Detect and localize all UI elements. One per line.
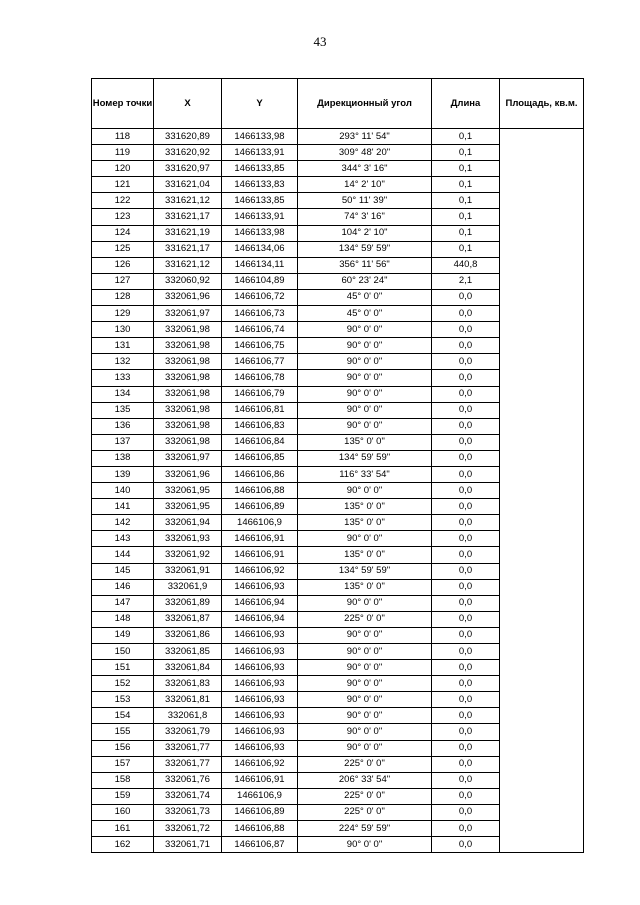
cell-length: 0,0 [432,821,500,837]
cell-length: 0,0 [432,708,500,724]
cell-y: 1466133,85 [222,161,298,177]
cell-x: 332061,95 [154,483,222,499]
cell-x: 332061,98 [154,354,222,370]
cell-point-number: 124 [92,225,154,241]
cell-length: 0,0 [432,531,500,547]
cell-direction-angle: 90° 0' 0" [298,402,432,418]
cell-x: 332061,98 [154,418,222,434]
cell-y: 1466106,75 [222,338,298,354]
cell-length: 0,0 [432,306,500,322]
cell-x: 331620,89 [154,129,222,145]
cell-direction-angle: 134° 59' 59" [298,450,432,466]
cell-direction-angle: 135° 0' 0" [298,434,432,450]
cell-y: 1466106,93 [222,724,298,740]
cell-length: 0,0 [432,804,500,820]
cell-x: 332061,76 [154,772,222,788]
cell-y: 1466106,9 [222,788,298,804]
cell-length: 2,1 [432,273,500,289]
cell-x: 332061,98 [154,402,222,418]
cell-point-number: 158 [92,772,154,788]
cell-x: 332061,86 [154,627,222,643]
cell-y: 1466106,93 [222,660,298,676]
cell-y: 1466106,77 [222,354,298,370]
cell-direction-angle: 356° 11' 56" [298,257,432,273]
cell-point-number: 129 [92,306,154,322]
cell-direction-angle: 90° 0' 0" [298,322,432,338]
cell-point-number: 137 [92,434,154,450]
cell-x: 332061,8 [154,708,222,724]
cell-x: 332061,96 [154,466,222,482]
cell-y: 1466106,88 [222,821,298,837]
cell-point-number: 148 [92,611,154,627]
cell-point-number: 146 [92,579,154,595]
cell-point-number: 133 [92,370,154,386]
cell-point-number: 140 [92,483,154,499]
cell-length: 0,0 [432,837,500,853]
cell-point-number: 136 [92,418,154,434]
cell-length: 0,0 [432,676,500,692]
cell-direction-angle: 135° 0' 0" [298,499,432,515]
cell-point-number: 156 [92,740,154,756]
cell-x: 331621,19 [154,225,222,241]
cell-y: 1466133,98 [222,129,298,145]
cell-length: 0,0 [432,660,500,676]
cell-direction-angle: 135° 0' 0" [298,579,432,595]
cell-length: 0,0 [432,370,500,386]
cell-y: 1466106,79 [222,386,298,402]
cell-direction-angle: 90° 0' 0" [298,660,432,676]
cell-length: 0,1 [432,145,500,161]
cell-x: 332061,96 [154,289,222,305]
cell-y: 1466106,91 [222,772,298,788]
cell-x: 332061,97 [154,450,222,466]
cell-point-number: 134 [92,386,154,402]
cell-y: 1466106,89 [222,804,298,820]
cell-y: 1466106,86 [222,466,298,482]
cell-length: 0,0 [432,386,500,402]
cell-direction-angle: 225° 0' 0" [298,611,432,627]
cell-y: 1466106,73 [222,306,298,322]
cell-direction-angle: 135° 0' 0" [298,547,432,563]
cell-y: 1466104,89 [222,273,298,289]
cell-direction-angle: 90° 0' 0" [298,676,432,692]
cell-x: 332061,71 [154,837,222,853]
cell-x: 332061,85 [154,644,222,660]
cell-point-number: 135 [92,402,154,418]
cell-y: 1466106,93 [222,708,298,724]
cell-x: 332061,98 [154,434,222,450]
cell-x: 331621,17 [154,241,222,257]
cell-length: 0,0 [432,338,500,354]
cell-y: 1466106,9 [222,515,298,531]
cell-point-number: 128 [92,289,154,305]
cell-point-number: 144 [92,547,154,563]
coordinates-table [91,78,584,853]
table-row [92,129,584,145]
cell-x: 332061,97 [154,306,222,322]
cell-direction-angle: 225° 0' 0" [298,804,432,820]
cell-length: 0,0 [432,418,500,434]
cell-direction-angle: 90° 0' 0" [298,386,432,402]
cell-y: 1466134,11 [222,257,298,273]
cell-y: 1466106,92 [222,756,298,772]
cell-x: 331621,17 [154,209,222,225]
cell-direction-angle: 309° 48' 20" [298,145,432,161]
cell-direction-angle: 90° 0' 0" [298,740,432,756]
cell-direction-angle: 90° 0' 0" [298,531,432,547]
page-number: 43 [313,34,327,49]
cell-x: 332060,92 [154,273,222,289]
cell-length: 0,1 [432,241,500,257]
cell-y: 1466106,93 [222,644,298,660]
cell-y: 1466106,94 [222,595,298,611]
cell-point-number: 120 [92,161,154,177]
cell-point-number: 155 [92,724,154,740]
cell-length: 0,1 [432,193,500,209]
cell-length: 0,0 [432,499,500,515]
cell-y: 1466106,92 [222,563,298,579]
cell-direction-angle: 90° 0' 0" [298,708,432,724]
cell-x: 332061,83 [154,676,222,692]
cell-point-number: 162 [92,837,154,853]
cell-length: 0,0 [432,289,500,305]
cell-y: 1466106,93 [222,676,298,692]
cell-x: 332061,79 [154,724,222,740]
cell-direction-angle: 344° 3' 16" [298,161,432,177]
cell-y: 1466133,91 [222,145,298,161]
cell-direction-angle: 225° 0' 0" [298,756,432,772]
cell-y: 1466133,83 [222,177,298,193]
cell-point-number: 141 [92,499,154,515]
cell-x: 331620,97 [154,161,222,177]
cell-direction-angle: 90° 0' 0" [298,724,432,740]
cell-length: 0,0 [432,724,500,740]
cell-direction-angle: 134° 59' 59" [298,241,432,257]
cell-x: 332061,81 [154,692,222,708]
cell-direction-angle: 225° 0' 0" [298,788,432,804]
cell-point-number: 152 [92,676,154,692]
cell-x: 332061,91 [154,563,222,579]
cell-direction-angle: 90° 0' 0" [298,595,432,611]
cell-x: 332061,89 [154,595,222,611]
cell-y: 1466106,85 [222,450,298,466]
cell-y: 1466133,85 [222,193,298,209]
cell-point-number: 118 [92,129,154,145]
cell-y: 1466106,89 [222,499,298,515]
cell-x: 332061,98 [154,338,222,354]
cell-length: 0,0 [432,644,500,660]
cell-x: 332061,87 [154,611,222,627]
cell-length: 0,0 [432,692,500,708]
cell-direction-angle: 116° 33' 54" [298,466,432,482]
cell-direction-angle: 135° 0' 0" [298,515,432,531]
cell-x: 332061,95 [154,499,222,515]
cell-point-number: 132 [92,354,154,370]
cell-direction-angle: 90° 0' 0" [298,370,432,386]
cell-length: 0,0 [432,402,500,418]
cell-point-number: 150 [92,644,154,660]
cell-point-number: 145 [92,563,154,579]
cell-direction-angle: 90° 0' 0" [298,338,432,354]
cell-point-number: 153 [92,692,154,708]
cell-x: 332061,94 [154,515,222,531]
cell-length: 0,0 [432,466,500,482]
cell-y: 1466106,93 [222,579,298,595]
cell-y: 1466106,74 [222,322,298,338]
cell-direction-angle: 50° 11' 39" [298,193,432,209]
cell-length: 0,0 [432,788,500,804]
cell-x: 331621,04 [154,177,222,193]
cell-length: 0,0 [432,611,500,627]
cell-y: 1466106,93 [222,692,298,708]
cell-point-number: 121 [92,177,154,193]
cell-y: 1466106,93 [222,627,298,643]
cell-direction-angle: 90° 0' 0" [298,418,432,434]
cell-x: 332061,73 [154,804,222,820]
cell-x: 332061,98 [154,322,222,338]
cell-y: 1466133,91 [222,209,298,225]
cell-x: 331621,12 [154,193,222,209]
cell-point-number: 147 [92,595,154,611]
cell-area [500,129,584,853]
cell-length: 0,0 [432,547,500,563]
cell-length: 0,0 [432,756,500,772]
cell-length: 0,1 [432,225,500,241]
cell-direction-angle: 206° 33' 54" [298,772,432,788]
cell-length: 0,0 [432,772,500,788]
cell-length: 0,0 [432,579,500,595]
cell-point-number: 122 [92,193,154,209]
header-x: X [154,79,222,129]
cell-point-number: 151 [92,660,154,676]
cell-length: 440,8 [432,257,500,273]
header-length: Длина [432,79,500,129]
cell-length: 0,0 [432,483,500,499]
cell-y: 1466106,91 [222,531,298,547]
cell-direction-angle: 224° 59' 59" [298,821,432,837]
cell-point-number: 149 [92,627,154,643]
cell-point-number: 123 [92,209,154,225]
cell-x: 331621,12 [154,257,222,273]
cell-point-number: 161 [92,821,154,837]
cell-y: 1466106,83 [222,418,298,434]
cell-y: 1466134,06 [222,241,298,257]
cell-length: 0,0 [432,450,500,466]
cell-point-number: 143 [92,531,154,547]
cell-length: 0,0 [432,354,500,370]
cell-length: 0,0 [432,740,500,756]
cell-x: 332061,92 [154,547,222,563]
cell-length: 0,0 [432,434,500,450]
cell-point-number: 154 [92,708,154,724]
cell-x: 332061,9 [154,579,222,595]
cell-direction-angle: 45° 0' 0" [298,289,432,305]
cell-direction-angle: 74° 3' 16" [298,209,432,225]
cell-direction-angle: 90° 0' 0" [298,354,432,370]
cell-point-number: 130 [92,322,154,338]
cell-y: 1466133,98 [222,225,298,241]
cell-direction-angle: 293° 11' 54" [298,129,432,145]
table-header-row [92,79,584,129]
cell-length: 0,0 [432,595,500,611]
cell-x: 332061,98 [154,386,222,402]
cell-point-number: 127 [92,273,154,289]
cell-direction-angle: 90° 0' 0" [298,483,432,499]
cell-direction-angle: 60° 23' 24" [298,273,432,289]
cell-direction-angle: 90° 0' 0" [298,644,432,660]
cell-length: 0,1 [432,209,500,225]
cell-length: 0,0 [432,322,500,338]
cell-x: 332061,72 [154,821,222,837]
table-body [92,129,584,853]
cell-length: 0,1 [432,177,500,193]
cell-x: 332061,84 [154,660,222,676]
cell-x: 332061,77 [154,740,222,756]
cell-length: 0,0 [432,627,500,643]
cell-point-number: 131 [92,338,154,354]
cell-x: 332061,77 [154,756,222,772]
header-area: Площадь, кв.м. [500,79,584,129]
cell-length: 0,0 [432,563,500,579]
cell-y: 1466106,72 [222,289,298,305]
cell-y: 1466106,87 [222,837,298,853]
cell-point-number: 159 [92,788,154,804]
cell-length: 0,1 [432,161,500,177]
cell-direction-angle: 134° 59' 59" [298,563,432,579]
header-y: Y [222,79,298,129]
cell-direction-angle: 90° 0' 0" [298,692,432,708]
cell-y: 1466106,88 [222,483,298,499]
cell-length: 0,0 [432,515,500,531]
cell-point-number: 160 [92,804,154,820]
cell-x: 332061,74 [154,788,222,804]
header-point-number: Номер точки [92,79,154,129]
cell-point-number: 142 [92,515,154,531]
cell-y: 1466106,81 [222,402,298,418]
cell-direction-angle: 90° 0' 0" [298,837,432,853]
cell-point-number: 126 [92,257,154,273]
cell-y: 1466106,93 [222,740,298,756]
cell-point-number: 125 [92,241,154,257]
cell-direction-angle: 104° 2' 10" [298,225,432,241]
cell-x: 332061,98 [154,370,222,386]
cell-length: 0,1 [432,129,500,145]
cell-y: 1466106,84 [222,434,298,450]
cell-point-number: 119 [92,145,154,161]
cell-direction-angle: 14° 2' 10" [298,177,432,193]
header-direction-angle: Дирекционный угол [298,79,432,129]
cell-x: 331620,92 [154,145,222,161]
cell-y: 1466106,78 [222,370,298,386]
cell-x: 332061,93 [154,531,222,547]
cell-direction-angle: 45° 0' 0" [298,306,432,322]
cell-y: 1466106,91 [222,547,298,563]
cell-point-number: 139 [92,466,154,482]
cell-point-number: 157 [92,756,154,772]
cell-direction-angle: 90° 0' 0" [298,627,432,643]
cell-y: 1466106,94 [222,611,298,627]
cell-point-number: 138 [92,450,154,466]
